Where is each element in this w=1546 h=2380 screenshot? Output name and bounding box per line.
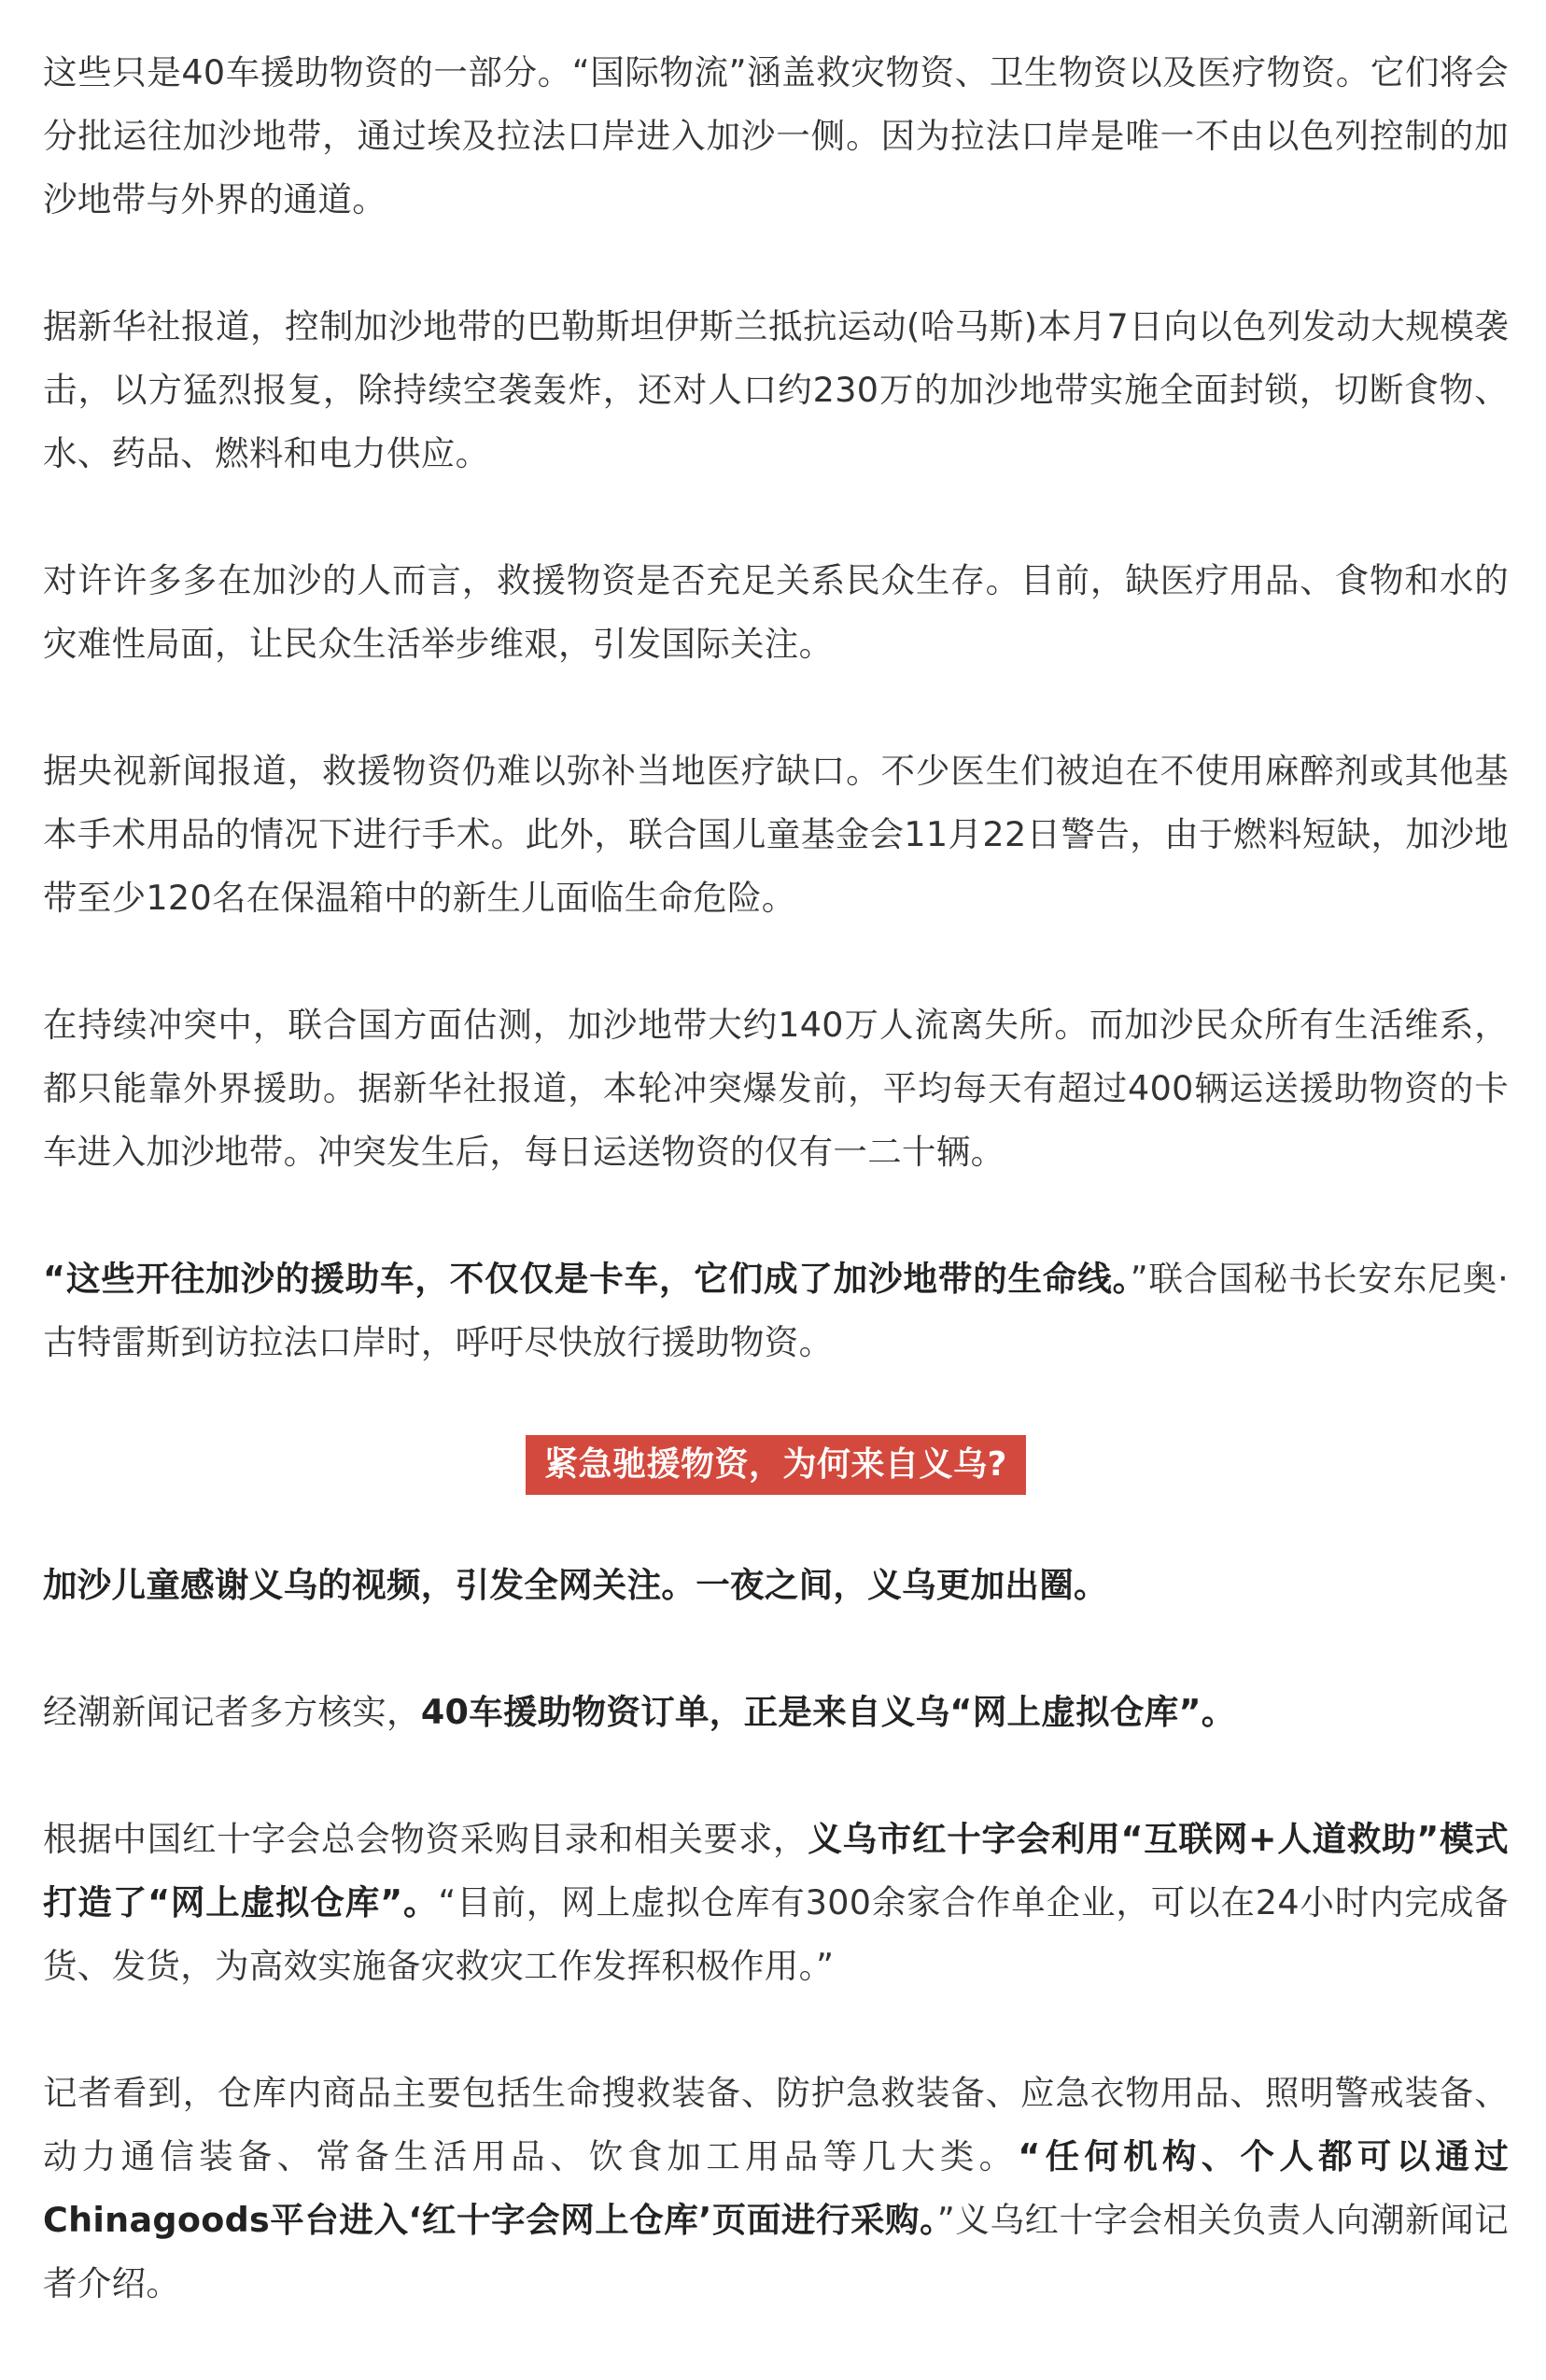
paragraph-verification: [43, 1681, 1509, 1744]
warehouse-bold: 义乌市红十字会利用“互联网+人道救助”模式打造了“网上虚拟仓库”。: [43, 1819, 1509, 1922]
paragraph-virtual-warehouse: [43, 1808, 1509, 1998]
products-plain-1: 记者看到，仓库内商品主要包括生命搜救装备、防护急救装备、应急衣物用品、照明警戒装备、动力通信装备、常备生活用品、饮食加工用品等几大类。: [43, 2073, 1509, 2176]
paragraph-cctv-report: 据央视新闻报道，救援物资仍难以弥补当地医疗缺口。不少医生们被迫在不使用麻醉剂或其他基本手术用品的情况下进行手术。此外，联合国儿童基金会11月22日警告，由于燃料短缺，加沙地带至少120名在保温箱中的新生儿面临生命危险。: [43, 751, 1509, 918]
section-heading-wrap: [43, 1432, 1509, 1496]
warehouse-plain-1: 根据中国红十字会总会物资采购目录和相关要求，: [43, 1819, 808, 1859]
warehouse-plain-2: “目前，网上虚拟仓库有300余家合作单企业，可以在24小时内完成备货、发货，为高效实施备灾救灾工作发挥积极作用。”: [43, 1882, 1510, 1986]
section-heading: 紧急驰援物资，为何来自义乌?: [526, 1435, 1026, 1495]
quote-rest: ”联合国秘书长安东尼奥·古特雷斯到访拉法口岸时，呼吁尽快放行援助物资。: [43, 1259, 1509, 1362]
verification-plain: 经潮新闻记者多方核实，: [43, 1692, 421, 1732]
paragraph-warehouse-products: [43, 2062, 1509, 2316]
paragraph-aid-supplies: 这些只是40车援助物资的一部分。“国际物流”涵盖救灾物资、卫生物资以及医疗物资。它们将会分批运往加沙地带，通过埃及拉法口岸进入加沙一侧。因为拉法口岸是唯一不由以色列控制的加沙地带与外界的通道。: [43, 52, 1509, 219]
paragraph-survival: 对许许多多在加沙的人而言，救援物资是否充足关系民众生存。目前，缺医疗用品、食物和水的灾难性局面，让民众生活举步维艰，引发国际关注。: [43, 560, 1509, 664]
quote-bold: “这些开往加沙的援助车，不仅仅是卡车，它们成了加沙地带的生命线。: [43, 1259, 1131, 1299]
products-plain-2: ”义乌红十字会相关负责人向潮新闻记者介绍。: [43, 2200, 1510, 2303]
verification-bold: 40车援助物资订单，正是来自义乌“网上虚拟仓库”。: [420, 1692, 1236, 1732]
products-bold: “任何机构、个人都可以通过Chinagoods平台进入‘红十字会网上仓库’页面进行采购。: [43, 2136, 1510, 2240]
paragraph-guterres-quote: [43, 1247, 1509, 1374]
paragraph-xinhua-report: 据新华社报道，控制加沙地带的巴勒斯坦伊斯兰抵抗运动(哈马斯)本月7日向以色列发动大规模袭击，以方猛烈报复，除持续空袭轰炸，还对人口约230万的加沙地带实施全面封锁，切断食物、水、药品、燃料和电力供应。: [43, 306, 1509, 473]
paragraph-displacement: 在持续冲突中，联合国方面估测，加沙地带大约140万人流离失所。而加沙民众所有生活维系，都只能靠外界援助。据新华社报道，本轮冲突爆发前，平均每天有超过400辆运送援助物资的卡车进入加沙地带。冲突发生后，每日运送物资的仅有一二十辆。: [43, 1005, 1509, 1172]
paragraph-viral-video: 加沙儿童感谢义乌的视频，引发全网关注。一夜之间，义乌更加出圈。: [43, 1565, 1108, 1605]
